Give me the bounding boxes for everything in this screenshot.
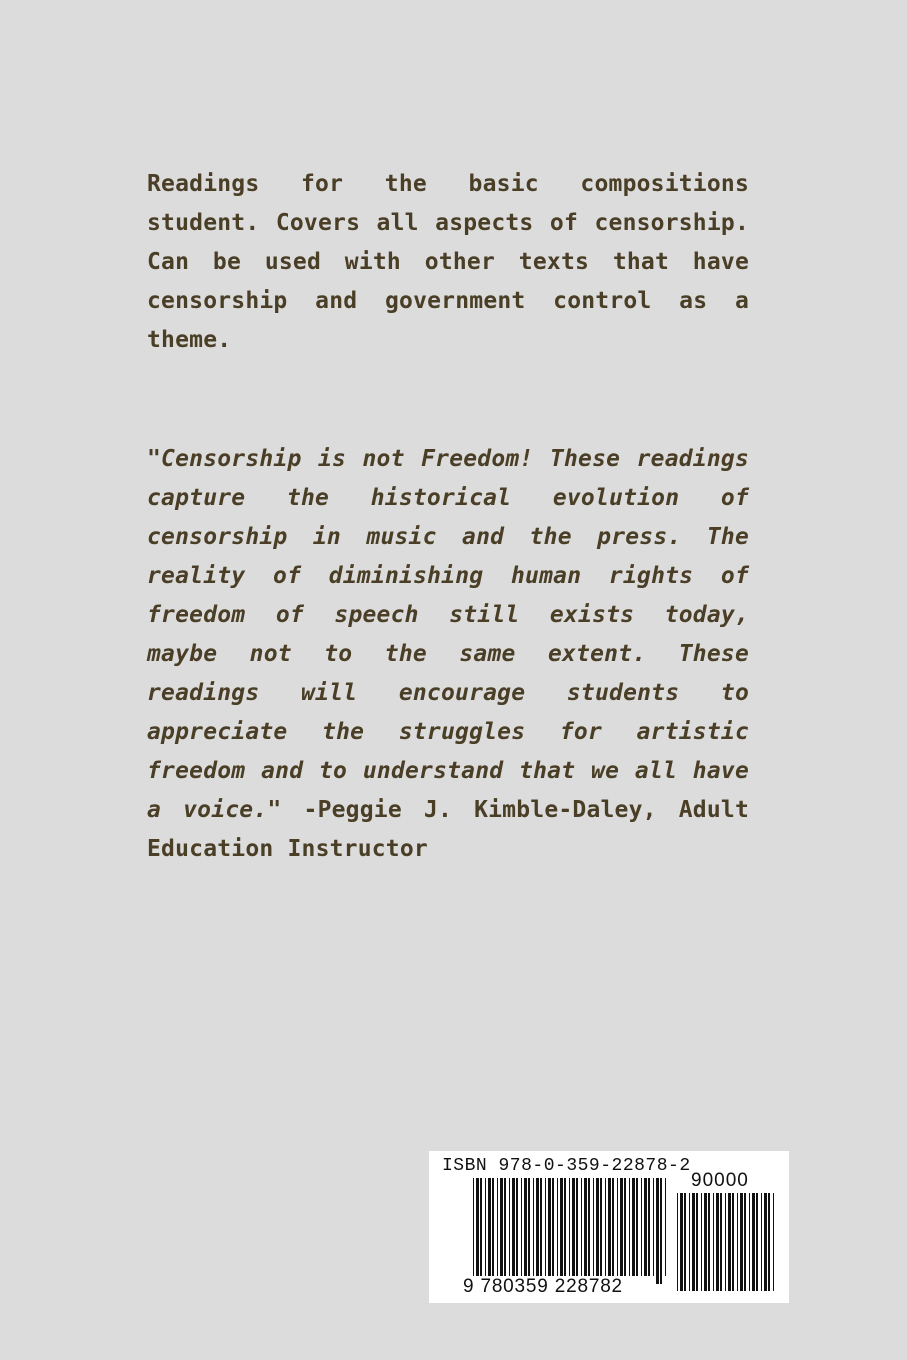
barcode-bar	[773, 1193, 774, 1291]
barcode-bar	[620, 1178, 623, 1276]
barcode-bar	[552, 1178, 554, 1276]
quote-attribution: -Peggie J. Kimble-Daley, Adult Education Instructor	[147, 797, 749, 862]
barcode-bar	[689, 1193, 690, 1291]
barcode-bar	[684, 1193, 686, 1291]
barcode-bar	[708, 1193, 710, 1291]
barcode-bar	[509, 1178, 510, 1276]
barcode-bar	[516, 1178, 518, 1276]
barcode-bar	[600, 1178, 602, 1276]
barcode-bar	[768, 1193, 770, 1291]
barcode-bar	[612, 1178, 614, 1276]
barcode-bar	[740, 1193, 743, 1291]
barcode-bar	[644, 1178, 647, 1276]
barcode-bar	[716, 1193, 719, 1291]
barcode-bar	[524, 1178, 527, 1276]
barcode-bar	[569, 1178, 570, 1276]
barcode-bar	[728, 1193, 731, 1291]
book-blurb: Readings for the basic compositions student. Covers all aspects of censorship. Can be used with other texts that have censorship and government control as a theme.	[147, 171, 749, 353]
barcode-bar	[596, 1178, 599, 1276]
barcode-bar	[536, 1178, 539, 1276]
barcode-bar	[497, 1178, 498, 1276]
barcode-bar	[581, 1178, 582, 1276]
barcode-bar	[504, 1178, 506, 1276]
barcode-bar	[521, 1178, 522, 1276]
barcode-digits: 9 780359 228782	[463, 1276, 623, 1297]
barcode-bar	[528, 1178, 530, 1276]
barcode-bar	[560, 1178, 563, 1284]
barcode-bar	[608, 1178, 611, 1276]
barcode-bar	[737, 1193, 738, 1291]
barcode-bar	[665, 1178, 666, 1276]
barcode-bar	[617, 1178, 618, 1276]
barcode-bar	[764, 1193, 767, 1291]
barcode-bar	[632, 1178, 635, 1276]
barcode-bar	[576, 1178, 578, 1276]
barcode-bar	[605, 1178, 606, 1276]
barcode-bar	[540, 1178, 542, 1276]
barcode-bar	[492, 1178, 494, 1276]
barcode-bar	[713, 1193, 714, 1291]
barcode-bar	[488, 1178, 491, 1276]
barcode-bar	[641, 1178, 642, 1276]
testimonial-quote	[147, 440, 749, 869]
barcode-bar	[500, 1178, 503, 1276]
barcode-bar	[761, 1193, 762, 1291]
barcode-bar	[656, 1178, 659, 1284]
barcode-bar	[548, 1178, 551, 1276]
barcode-bar	[588, 1178, 590, 1276]
barcode-bar	[744, 1193, 746, 1291]
barcode-bar	[629, 1178, 630, 1276]
barcode-bar	[680, 1193, 683, 1291]
barcode-bar	[476, 1178, 479, 1284]
barcode-bar	[756, 1193, 758, 1291]
barcode-bar	[636, 1178, 638, 1276]
barcode-bar	[660, 1178, 662, 1284]
barcode-bar	[624, 1178, 626, 1276]
barcode-bar	[512, 1178, 515, 1276]
barcode-bar	[732, 1193, 734, 1291]
barcode-bar	[485, 1178, 486, 1276]
barcode-bar	[564, 1178, 566, 1284]
barcode-bar	[557, 1178, 558, 1276]
barcode-bar	[704, 1193, 707, 1291]
barcode-bar	[653, 1178, 654, 1276]
barcode-bar	[648, 1178, 650, 1276]
barcode-bar	[593, 1178, 594, 1276]
barcode-bar	[545, 1178, 546, 1276]
barcode-bar	[692, 1193, 695, 1291]
barcode-bar	[533, 1178, 534, 1276]
price-code: 90000	[691, 1170, 749, 1191]
barcode-bar	[720, 1193, 722, 1291]
isbn-barcode	[429, 1151, 789, 1303]
barcode-bar	[480, 1178, 482, 1276]
barcode-bar	[725, 1193, 726, 1291]
quote-text: "Censorship is not Freedom! These readings capture the historical evolution of censorship in music and the press. The reality of diminishing human rights of freedom of speech still exists today, maybe not to the same extent. These readings will encourage students to appreciate the struggles for artistic freedom and to understand that we all have a voice."	[147, 446, 749, 823]
isbn-number: ISBN 978-0-359-22878-2	[442, 1156, 691, 1176]
barcode-bar	[749, 1193, 750, 1291]
barcode-bar	[677, 1193, 678, 1291]
barcode-bar	[584, 1178, 587, 1276]
barcode-bar	[701, 1193, 702, 1291]
barcode-bar	[473, 1178, 474, 1284]
barcode-bar	[696, 1193, 698, 1291]
barcode-bar	[572, 1178, 575, 1276]
barcode-bar	[752, 1193, 755, 1291]
